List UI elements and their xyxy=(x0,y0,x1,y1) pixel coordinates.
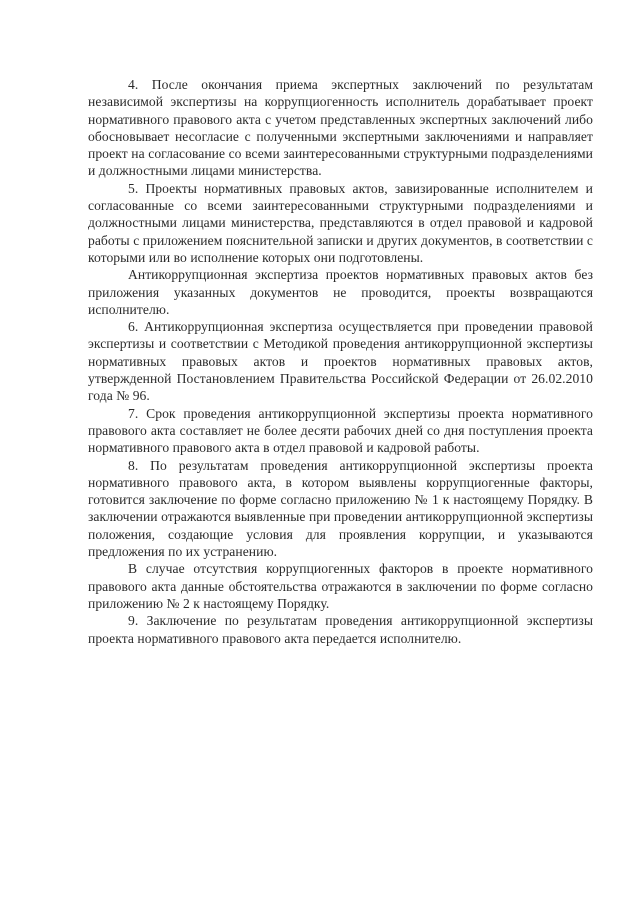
document-body xyxy=(88,76,593,647)
paragraph-5-note: Антикоррупционная экспертиза проектов нормативных правовых актов без приложения указанных документов не проводится, проекты возвращаются исполнителю. xyxy=(88,267,593,317)
paragraph-4: 4. После окончания приема экспертных заключений по результатам независимой экспертизы на коррупциогенность исполнитель дорабатывает проект нормативного правового акта с учетом представленных экспертных заключений либо обосновывает несогласие с полученными экспертными заключениями и направляет проект на согласование со всеми заинтересованными структурными подразделениями и должностными лицами министерства. xyxy=(88,77,593,179)
paragraph-5: 5. Проекты нормативных правовых актов, завизированные исполнителем и согласованные со всеми заинтересованными структурными подразделениями и должностными лицами министерства, представляются в отдел правовой и кадровой работы с приложением пояснительной записки и других документов, в соответствии с которыми или во исполнение которых они подготовлены. xyxy=(88,180,593,265)
paragraph-8-note: В случае отсутствия коррупциогенных факторов в проекте нормативного правового акта данные обстоятельства отражаются в заключении по форме согласно приложению № 2 к настоящему Порядку. xyxy=(88,561,593,611)
paragraph-9: 9. Заключение по результатам проведения антикоррупционной экспертизы проекта нормативного правового акта передается исполнителю. xyxy=(88,613,593,646)
paragraph-6: 6. Антикоррупционная экспертиза осуществляется при проведении правовой экспертизы и соответствии с Методикой проведения антикоррупционной экспертизы нормативных правовых актов и проектов нормативных правовых актов, утвержденной Постановлением Правительства Российской Федерации от 26.02.2010 года № 96. xyxy=(88,319,593,404)
paragraph-7: 7. Срок проведения антикоррупционной экспертизы проекта нормативного правового акта составляет не более десяти рабочих дней со дня поступления проекта нормативного правового акта в отдел правовой и кадровой работы. xyxy=(88,405,593,456)
paragraph-8: 8. По результатам проведения антикоррупционной экспертизы проекта нормативного правового акта, в котором выявлены коррупциогенные факторы, готовится заключение по форме согласно приложению № 1 к настоящему Порядку. В заключении отражаются выявленные при проведении антикоррупционной экспертизы положения, создающие условия для проявления коррупции, и указываются предложения по их устранению. xyxy=(88,457,593,560)
